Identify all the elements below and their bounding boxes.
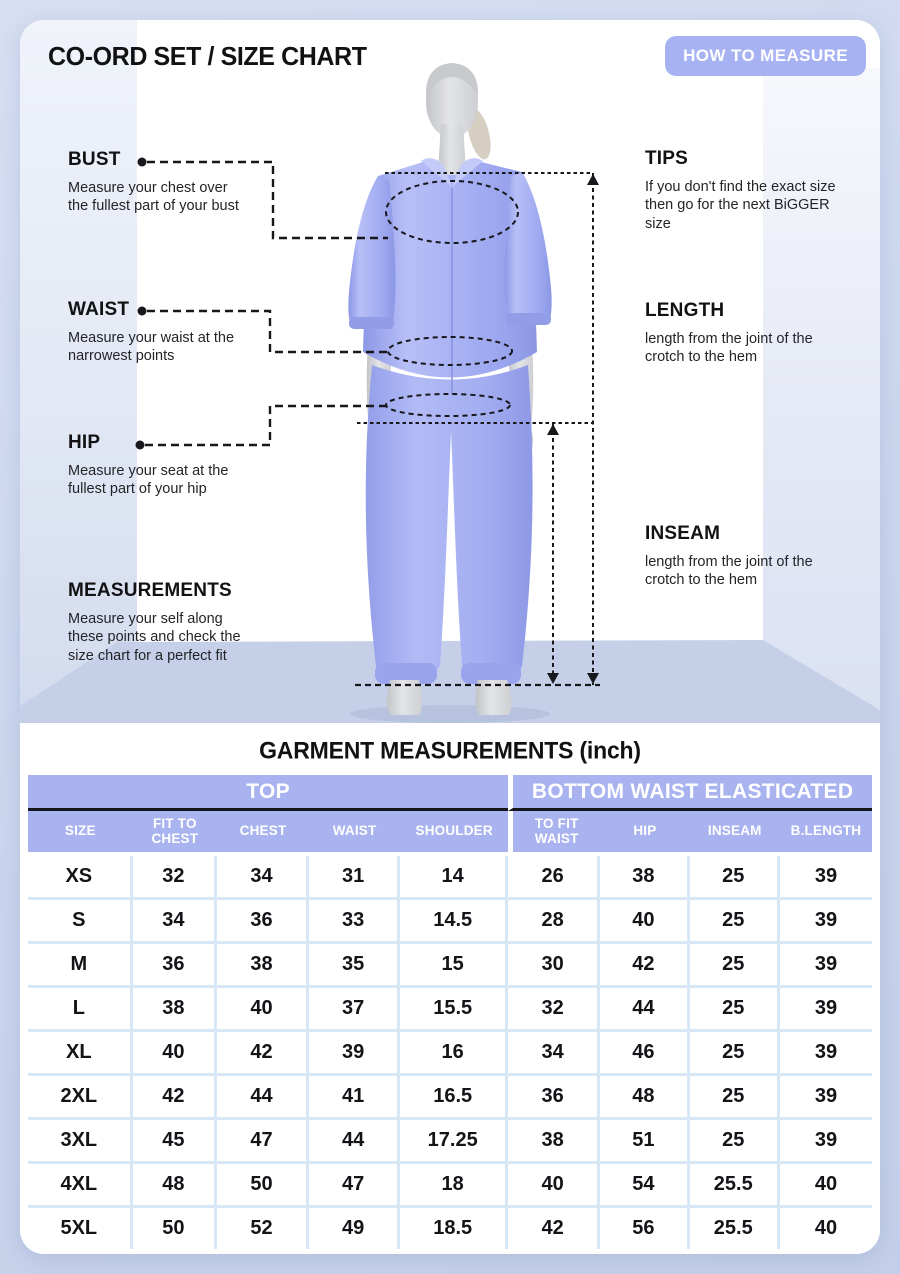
annotation-waist xyxy=(68,299,246,366)
right-sleeve-cuff xyxy=(506,313,551,325)
size-cell: M xyxy=(28,944,133,988)
value-cell: 25 xyxy=(690,1120,780,1164)
size-table xyxy=(28,775,872,1249)
value-cell: 25 xyxy=(690,988,780,1032)
value-cell: 16 xyxy=(400,1032,508,1076)
value-cell: 39 xyxy=(780,988,872,1032)
annotation-inseam xyxy=(645,523,855,590)
annotation-heading: TIPS xyxy=(645,148,689,169)
annotation-bust xyxy=(68,149,246,216)
size-cell: XL xyxy=(28,1032,133,1076)
value-cell: 45 xyxy=(133,1120,217,1164)
value-cell: 38 xyxy=(217,944,309,988)
value-cell: 39 xyxy=(780,1032,872,1076)
value-cell: 18 xyxy=(400,1164,508,1208)
value-cell: 31 xyxy=(309,856,400,900)
size-cell: 2XL xyxy=(28,1076,133,1120)
table-row xyxy=(28,900,872,944)
column-header: SIZE xyxy=(28,811,133,856)
value-cell: 49 xyxy=(309,1208,400,1249)
value-cell: 16.5 xyxy=(400,1076,508,1120)
column-header: TO FIT WAIST xyxy=(508,811,600,856)
value-cell: 40 xyxy=(600,900,689,944)
value-cell: 40 xyxy=(217,988,309,1032)
annotation-text: Measure your chest over the fullest part of your bust xyxy=(68,180,239,215)
group-header-bottom: BOTTOM WAIST ELASTICATED xyxy=(508,775,872,811)
value-cell: 32 xyxy=(508,988,600,1032)
value-cell: 39 xyxy=(780,1120,872,1164)
group-header-top: TOP xyxy=(28,775,508,811)
value-cell: 44 xyxy=(309,1120,400,1164)
table-title: GARMENT MEASUREMENTS (inch) xyxy=(259,736,641,764)
size-cell: 4XL xyxy=(28,1164,133,1208)
value-cell: 14 xyxy=(400,856,508,900)
value-cell: 25 xyxy=(690,856,780,900)
value-cell: 50 xyxy=(133,1208,217,1249)
table-row xyxy=(28,856,872,900)
value-cell: 32 xyxy=(133,856,217,900)
size-cell: 3XL xyxy=(28,1120,133,1164)
value-cell: 47 xyxy=(217,1120,309,1164)
group-header-row xyxy=(28,775,872,811)
value-cell: 48 xyxy=(133,1164,217,1208)
value-cell: 44 xyxy=(217,1076,309,1120)
value-cell: 48 xyxy=(600,1076,689,1120)
annotation-text: length from the joint of the crotch to the hem xyxy=(645,331,813,366)
value-cell: 40 xyxy=(780,1164,872,1208)
value-cell: 30 xyxy=(508,944,600,988)
annotation-text: Measure your self along these points and check the size chart for a perfect fit xyxy=(68,611,241,664)
annotation-heading: WAIST xyxy=(68,299,130,320)
value-cell: 40 xyxy=(133,1032,217,1076)
annotation-length xyxy=(645,300,855,367)
size-chart-card xyxy=(20,20,880,1254)
how-to-measure-button[interactable]: HOW TO MEASURE xyxy=(665,36,866,76)
value-cell: 38 xyxy=(508,1120,600,1164)
value-cell: 26 xyxy=(508,856,600,900)
annotation-heading: BUST xyxy=(68,149,121,170)
annotation-tips xyxy=(645,148,855,233)
annotation-text: length from the joint of the crotch to the hem xyxy=(645,554,813,589)
size-cell: XS xyxy=(28,856,133,900)
value-cell: 36 xyxy=(217,900,309,944)
column-header: B.LENGTH xyxy=(780,811,872,856)
value-cell: 40 xyxy=(508,1164,600,1208)
value-cell: 39 xyxy=(780,944,872,988)
value-cell: 52 xyxy=(217,1208,309,1249)
column-header: FIT TO CHEST xyxy=(133,811,217,856)
value-cell: 34 xyxy=(217,856,309,900)
annotation-heading: MEASUREMENTS xyxy=(68,580,232,601)
value-cell: 44 xyxy=(600,988,689,1032)
column-header-row xyxy=(28,811,872,856)
annotation-text: If you don't find the exact size then go for the next BiGGER size xyxy=(645,179,836,232)
value-cell: 46 xyxy=(600,1032,689,1076)
value-cell: 25.5 xyxy=(690,1164,780,1208)
value-cell: 15.5 xyxy=(400,988,508,1032)
value-cell: 42 xyxy=(600,944,689,988)
value-cell: 54 xyxy=(600,1164,689,1208)
value-cell: 41 xyxy=(309,1076,400,1120)
annotation-heading: LENGTH xyxy=(645,300,725,321)
table-row xyxy=(28,988,872,1032)
annotation-heading: HIP xyxy=(68,432,101,453)
value-cell: 39 xyxy=(780,856,872,900)
value-cell: 36 xyxy=(508,1076,600,1120)
value-cell: 17.25 xyxy=(400,1120,508,1164)
value-cell: 39 xyxy=(780,900,872,944)
value-cell: 25 xyxy=(690,900,780,944)
column-header: SHOULDER xyxy=(400,811,508,856)
value-cell: 25 xyxy=(690,944,780,988)
column-header: HIP xyxy=(600,811,689,856)
value-cell: 25 xyxy=(690,1032,780,1076)
value-cell: 47 xyxy=(309,1164,400,1208)
size-cell: L xyxy=(28,988,133,1032)
value-cell: 39 xyxy=(309,1032,400,1076)
value-cell: 56 xyxy=(600,1208,689,1249)
annotation-hip xyxy=(68,432,246,499)
value-cell: 33 xyxy=(309,900,400,944)
size-table-card xyxy=(20,723,880,1254)
table-row xyxy=(28,1164,872,1208)
value-cell: 34 xyxy=(133,900,217,944)
value-cell: 39 xyxy=(780,1076,872,1120)
value-cell: 34 xyxy=(508,1032,600,1076)
value-cell: 42 xyxy=(133,1076,217,1120)
size-cell: S xyxy=(28,900,133,944)
table-row xyxy=(28,1076,872,1120)
value-cell: 25 xyxy=(690,1076,780,1120)
annotation-text: Measure your seat at the fullest part of your hip xyxy=(68,463,229,498)
value-cell: 42 xyxy=(217,1032,309,1076)
value-cell: 50 xyxy=(217,1164,309,1208)
annotation-measurements xyxy=(68,580,258,665)
value-cell: 42 xyxy=(508,1208,600,1249)
value-cell: 38 xyxy=(600,856,689,900)
column-header: CHEST xyxy=(217,811,309,856)
table-row xyxy=(28,1032,872,1076)
value-cell: 25.5 xyxy=(690,1208,780,1249)
value-cell: 51 xyxy=(600,1120,689,1164)
table-row xyxy=(28,1208,872,1249)
table-row xyxy=(28,1120,872,1164)
value-cell: 35 xyxy=(309,944,400,988)
value-cell: 40 xyxy=(814,1217,838,1239)
column-header: INSEAM xyxy=(690,811,780,856)
value-cell: 36 xyxy=(133,944,217,988)
annotation-heading: INSEAM xyxy=(645,523,721,544)
value-cell: 15 xyxy=(400,944,508,988)
column-header: WAIST xyxy=(309,811,400,856)
value-cell: 38 xyxy=(133,988,217,1032)
annotation-text: Measure your waist at the narrowest points xyxy=(68,330,235,365)
left-sleeve-cuff xyxy=(349,317,394,329)
page-title: CO-ORD SET / SIZE CHART xyxy=(48,42,367,72)
value-cell: 37 xyxy=(309,988,400,1032)
value-cell: 14.5 xyxy=(400,900,508,944)
value-cell: 18.5 xyxy=(400,1208,508,1249)
size-cell: 5XL xyxy=(28,1208,133,1249)
value-cell: 28 xyxy=(508,900,600,944)
table-row xyxy=(28,944,872,988)
figure-shadow xyxy=(350,705,550,723)
